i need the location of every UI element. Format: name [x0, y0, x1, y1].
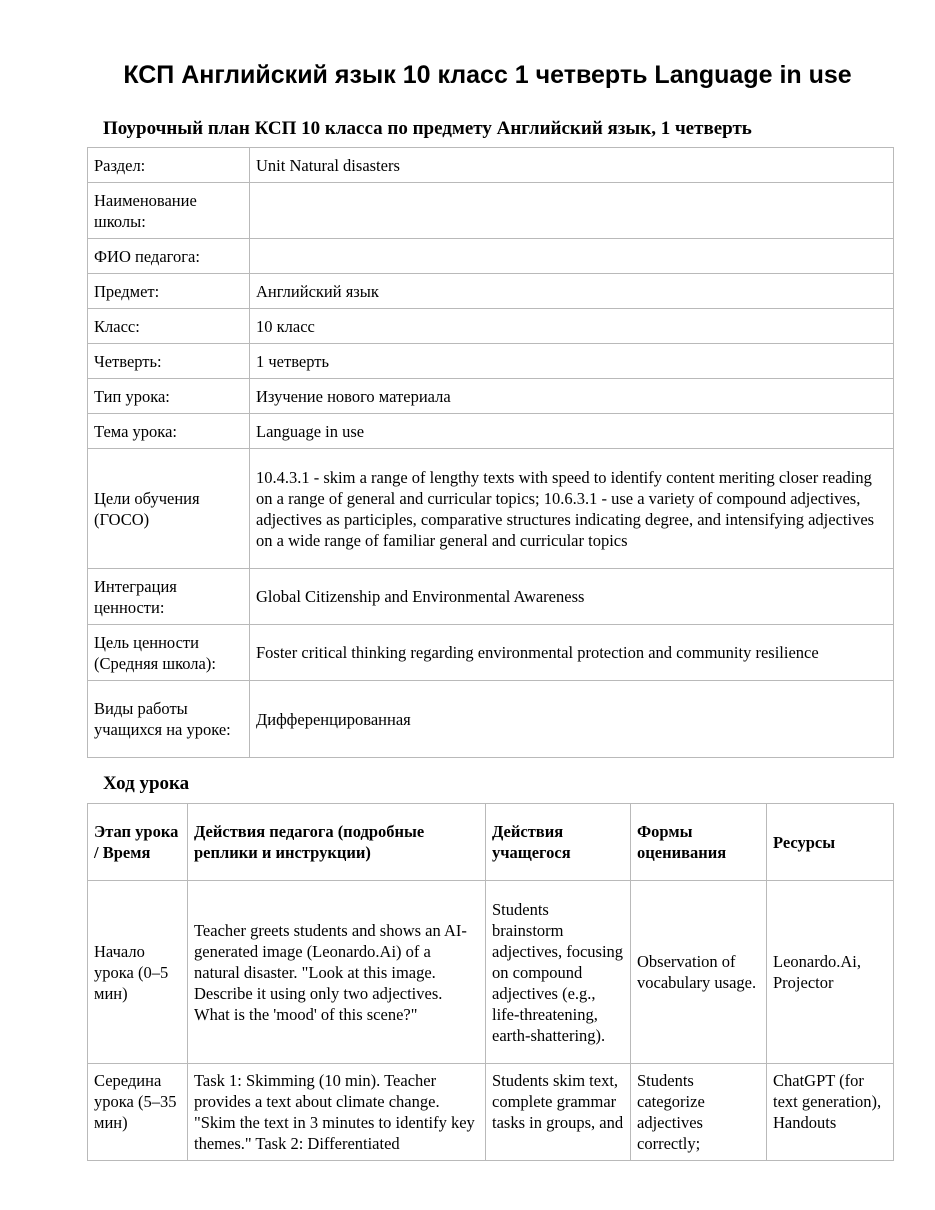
lesson-flow-table: [87, 803, 894, 1161]
info-value: Foster critical thinking regarding environmental protection and community resilience: [250, 625, 894, 681]
info-row: [88, 344, 894, 379]
info-value: Unit Natural disasters: [250, 148, 894, 183]
info-row: [88, 569, 894, 625]
info-label: Тема урока:: [88, 414, 250, 449]
info-label: Наименование школы:: [88, 183, 250, 239]
lesson-row: [88, 881, 894, 1064]
lesson-teacher-actions: Task 1: Skimming (10 min). Teacher provides a text about climate change. "Skim the text in 3 minutes to identify key themes." Task 2: Differentiated: [188, 1064, 486, 1161]
header-teacher-actions: Действия педагога (подробные реплики и инструкции): [188, 804, 486, 881]
info-value: Английский язык: [250, 274, 894, 309]
info-row: [88, 449, 894, 569]
info-label: ФИО педагога:: [88, 239, 250, 274]
lesson-resources: ChatGPT (for text generation), Handouts: [767, 1064, 894, 1161]
info-label: Четверть:: [88, 344, 250, 379]
header-assessment: Формы оценивания: [631, 804, 767, 881]
info-value: 10 класс: [250, 309, 894, 344]
info-row: [88, 239, 894, 274]
info-value: Изучение нового материала: [250, 379, 894, 414]
info-row: [88, 681, 894, 758]
lesson-assessment: Students categorize adjectives correctly;: [631, 1064, 767, 1161]
document-title: КСП Английский язык 10 класс 1 четверть Language in use: [123, 61, 852, 89]
info-row: [88, 309, 894, 344]
lesson-resources: Leonardo.Ai, Projector: [767, 881, 894, 1064]
info-label: Цели обучения (ГОСО): [88, 449, 250, 569]
lesson-info-table: [87, 147, 894, 758]
header-student-actions: Действия учащегося: [486, 804, 631, 881]
info-value: Дифференцированная: [250, 681, 894, 758]
info-value: Language in use: [250, 414, 894, 449]
info-row: [88, 148, 894, 183]
info-value: [250, 239, 894, 274]
info-label: Класс:: [88, 309, 250, 344]
lesson-header-row: [88, 804, 894, 881]
info-label: Интеграция ценности:: [88, 569, 250, 625]
lesson-teacher-actions: Teacher greets students and shows an AI-generated image (Leonardo.Ai) of a natural disaster. "Look at this image. Describe it using only two adjectives. What is the 'mood' of this scene?": [188, 881, 486, 1064]
header-stage: Этап урока / Время: [88, 804, 188, 881]
info-row: [88, 274, 894, 309]
info-value: [250, 183, 894, 239]
plan-heading: Поурочный план КСП 10 класса по предмету Английский язык, 1 четверть: [103, 118, 752, 139]
lesson-stage: Начало урока (0–5 мин): [88, 881, 188, 1064]
info-value: 10.4.3.1 - skim a range of lengthy texts with speed to identify content meriting closer reading on a range of general and curricular topics; 10.6.3.1 - use a variety of compound adjectives, adjectives as participles, comparative structures indicating degree, and intensifying adjectives on a wide range of familiar general and curricular topics: [250, 449, 894, 569]
lesson-flow-heading: Ход урока: [103, 773, 190, 794]
info-value: Global Citizenship and Environmental Awareness: [250, 569, 894, 625]
lesson-student-actions: Students skim text, complete grammar tasks in groups, and: [486, 1064, 631, 1161]
lesson-row: [88, 1064, 894, 1161]
info-value: 1 четверть: [250, 344, 894, 379]
info-label: Виды работы учащихся на уроке:: [88, 681, 250, 758]
header-resources: Ресурсы: [767, 804, 894, 881]
info-label: Тип урока:: [88, 379, 250, 414]
info-label: Раздел:: [88, 148, 250, 183]
info-row: [88, 183, 894, 239]
info-row: [88, 625, 894, 681]
info-label: Предмет:: [88, 274, 250, 309]
info-label: Цель ценности (Средняя школа):: [88, 625, 250, 681]
lesson-stage: Середина урока (5–35 мин): [88, 1064, 188, 1161]
info-row: [88, 379, 894, 414]
info-row: [88, 414, 894, 449]
lesson-student-actions: Students brainstorm adjectives, focusing on compound adjectives (e.g., life-threatening, earth-shattering).: [486, 881, 631, 1064]
lesson-assessment: Observation of vocabulary usage.: [631, 881, 767, 1064]
